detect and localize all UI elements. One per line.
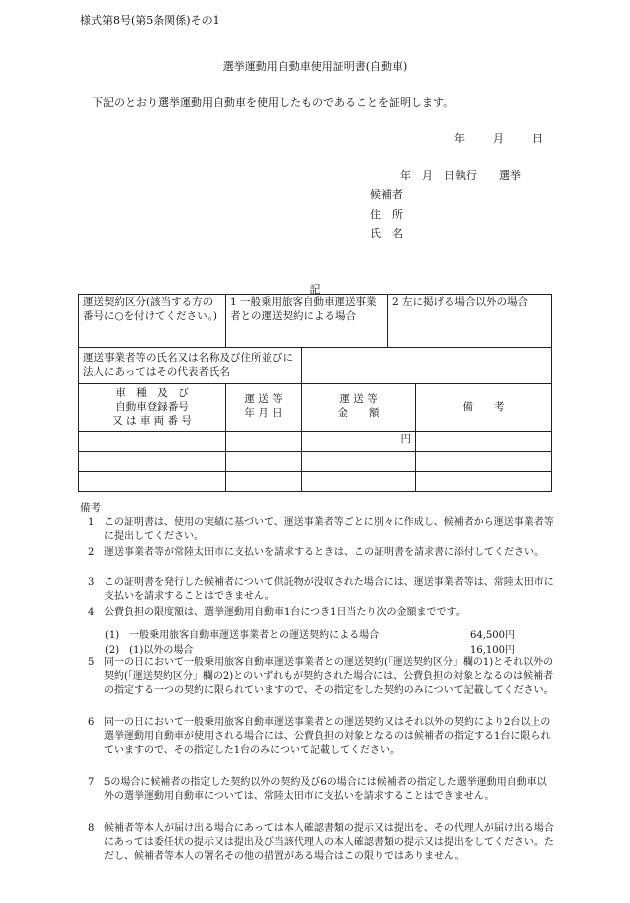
yen-unit: 円 [400, 433, 411, 445]
limit-item-1-amount: 64,500円 [470, 630, 515, 641]
note-item [88, 576, 556, 604]
limit-item-2-label: (2) (1)以外の場合 [105, 645, 194, 656]
vehicle-header: 車 種 及 び 自動車登録番号 又 は 車 両 番 号 [79, 384, 226, 432]
operator-field[interactable] [302, 348, 552, 384]
notes-heading: 備考 [80, 502, 101, 514]
note-item [88, 716, 556, 758]
note-text: 同一の日において一般乗用旅客自動車運送事業者との運送契約又はそれ以外の契約により2台以上の選挙運動用自動車が使用される場合には、公費負担の対象となるのは候補者の指定する1台に限られていますので、その指定した1台のみについて記載してください。 [104, 717, 551, 756]
date-cell[interactable] [226, 472, 302, 492]
note-item [88, 516, 556, 544]
vehicle-cell[interactable] [79, 432, 226, 452]
note-text: この証明書は、使用の実績に基づいて、運送事業者等ごとに別々に作成し、候補者から運送事業者等に提出してください。 [104, 517, 554, 542]
note-number: 1 [88, 517, 95, 528]
candidate-label: 候補者 [370, 188, 403, 201]
note-number: 5 [88, 657, 95, 668]
amount-header: 運 送 等 金 額 [302, 384, 416, 432]
remarks-cell[interactable] [416, 452, 552, 472]
name-label: 氏 名 [370, 227, 403, 240]
note-number: 8 [88, 823, 95, 834]
note-item [88, 546, 556, 560]
contract-type-label: 運送契約区分(該当する方の番号に○を付けてください。) [79, 295, 226, 348]
operator-label: 運送事業者等の氏名又は名称及び住所並びに法人にあってはその代表者氏名 [79, 348, 302, 384]
usage-table [78, 294, 552, 492]
note-item [88, 606, 556, 620]
limit-item-1-label: (1) 一般乗用旅客自動車運送事業者との運送契約による場合 [105, 630, 380, 641]
note-item [88, 656, 556, 698]
ki-heading: 記 [309, 283, 321, 296]
election-line: 年 月 日執行 選挙 [400, 169, 521, 182]
note-number: 3 [88, 577, 95, 588]
note-number: 6 [88, 717, 95, 728]
date-day: 日 [532, 132, 543, 145]
amount-cell[interactable] [302, 452, 416, 472]
table-row [79, 432, 552, 452]
remarks-header: 備 考 [416, 384, 552, 432]
date-year: 年 [454, 132, 465, 145]
issue-date [454, 130, 543, 146]
table-row [79, 452, 552, 472]
certification-statement: 下記のとおり選挙運動用自動車を使用したものであることを証明します。 [92, 96, 455, 109]
note-number: 7 [88, 777, 95, 788]
amount-cell[interactable] [302, 472, 416, 492]
note-item [88, 822, 556, 864]
note-text: 5の場合に候補者の指定した契約以外の契約及び6の場合には候補者の指定した選挙運動用自動車以外の選挙運動用自動車については、常陸太田市に支払いを請求することはできません。 [104, 777, 547, 802]
vehicle-cell[interactable] [79, 452, 226, 472]
contract-option-1[interactable]: 1 一般乗用旅客自動車運送事業者との運送契約による場合 [226, 295, 388, 348]
note-item [88, 776, 556, 804]
note-text: 候補者等本人が届け出る場合にあっては本人確認書類の提示又は提出を、その代理人が届け出る場合にあっては委任状の提示又は提出及び当該代理人の本人確認書類の提示又は提出をしてください。ただし、候補者等本人の署名その他の措置がある場合はこの限りではありません。 [104, 823, 554, 862]
remarks-cell[interactable] [416, 432, 552, 452]
note-text: 公費負担の限度額は、選挙運動用自動車1台につき1日当たり次の金額までです。 [104, 607, 466, 618]
note-text: この証明書を発行した候補者について供託物が没収された場合には、運送事業者等は、常陸太田市に支払いを請求することはできません。 [104, 577, 554, 602]
document-title: 選挙運動用自動車使用証明書(自動車) [222, 60, 408, 73]
note-text: 運送事業者等が常陸太田市に支払いを請求するときは、この証明書を請求書に添付してください。 [104, 547, 544, 558]
date-cell[interactable] [226, 432, 302, 452]
date-month: 月 [493, 132, 504, 145]
date-cell[interactable] [226, 452, 302, 472]
note-number: 2 [88, 547, 95, 558]
note-text: 同一の日において一般乗用旅客自動車運送事業者との運送契約(「運送契約区分」欄の1)とそれ以外の契約(「運送契約区分」欄の2)とのいずれもが契約された場合には、公費負担の対象となるのは候補者の指定する一つの契約に限られていますので、その指定をした契約のみについて記載してください。 [104, 657, 554, 696]
address-label: 住 所 [370, 208, 403, 221]
remarks-cell[interactable] [416, 472, 552, 492]
table-row [79, 472, 552, 492]
vehicle-cell[interactable] [79, 472, 226, 492]
limit-item-2-amount: 16,100円 [470, 645, 515, 656]
date-header: 運 送 等 年 月 日 [226, 384, 302, 432]
form-number: 様式第8号(第5条関係)その1 [80, 14, 220, 27]
note-number: 4 [88, 607, 95, 618]
contract-option-2[interactable]: 2 左に掲げる場合以外の場合 [388, 295, 552, 348]
amount-cell[interactable] [302, 432, 416, 452]
